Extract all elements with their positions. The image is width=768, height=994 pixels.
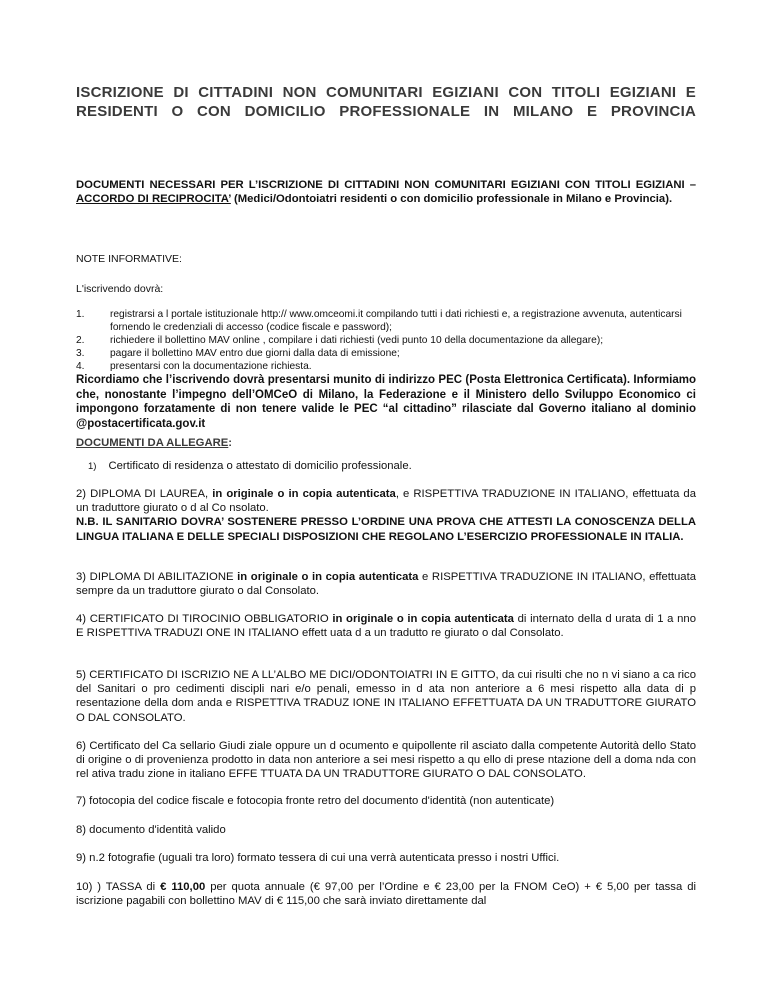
document-item-3 <box>76 570 696 598</box>
document-item-8: 8) documento d'identità valido <box>76 824 226 836</box>
document-item-text: 3) DIPLOMA DI ABILITAZIONE <box>76 571 238 583</box>
document-item-emphasis: in originale o in copia autenticata <box>237 571 419 583</box>
document-item-text: 10) ) TASSA di <box>76 881 161 893</box>
step-text: richiedere il bollettino MAV online , compilare i dati richiesti (vedi punto 10 della documentazione da allegare); <box>110 335 604 346</box>
fee-amount: € 110,00 <box>160 881 206 893</box>
document-item-9: 9) n.2 fotografie (uguali tra loro) formato tessera di cui una verrà autenticata presso i nostri Uffici. <box>76 852 560 864</box>
attachments-heading-colon: : <box>228 437 233 449</box>
list-item <box>76 360 706 373</box>
step-number: 4. <box>76 361 85 372</box>
document-item-emphasis: in originale o in copia autenticata <box>332 613 514 625</box>
attachments-heading <box>76 436 696 450</box>
step-number: 1. <box>76 309 85 320</box>
nb-language-test: N.B. IL SANITARIO DOVRA’ SOSTENERE PRESSO L’ORDINE UNA PROVA CHE ATTESTI LA CONOSCENZA DELLA LINGUA ITALIANA E DELLE SPECIALI DISPOSIZIONI CHE REGOLANO L’ESERCIZIO PROFESSIONALE IN ITALIA. <box>76 516 696 543</box>
document-title <box>76 83 696 121</box>
list-item <box>76 308 706 334</box>
intro-text: L'iscrivendo dovrà: <box>76 283 164 295</box>
document-item-text: e RISPETTIVA TRADUZIONE IN ITALIANO, effettuata sempre da un traduttore giurato o dal Consolato. <box>76 571 697 598</box>
steps-list <box>76 308 706 373</box>
step-number: 3. <box>76 348 85 359</box>
document-item-text: 4) CERTIFICATO DI TIROCINIO OBBLIGATORIO <box>76 613 333 625</box>
document-item-1 <box>76 459 696 474</box>
step-text: presentarsi con la documentazione richiesta. <box>110 361 312 372</box>
required-documents-heading <box>76 178 696 206</box>
reciprocity-agreement-link: ACCORDO DI RECIPROCITA’ <box>76 193 231 205</box>
document-item-7: 7) fotocopia del codice fiscale e fotocopia fronte retro del documento d'identità (non autenticate) <box>76 795 555 807</box>
document-item-text: di internato della d urata di 1 a nno E RISPETTIVA TRADUZI ONE IN ITALIANO effett uata d a un tradutto re giurato o dal Consolato. <box>76 613 696 640</box>
document-item-text: per quota annuale (€ 97,00 per l’Ordine e € 23,00 per la FNOM CeO) + € 5,00 per tassa di iscrizione pagabili con bollettino MAV di € 115,00 che sarà inviato direttamente dal <box>76 881 696 908</box>
title-line-2: RESIDENTI O CON DOMICILIO PROFESSIONALE IN MILANO E PROVINCIA <box>76 103 696 120</box>
title-line-1: ISCRIZIONE DI CITTADINI NON COMUNITARI EGIZIANI CON TITOLI EGIZIANI E <box>76 84 696 101</box>
required-documents-text-b: (Medici/Odontoiatri residenti o con domicilio professionale in Milano e Provincia). <box>230 193 673 205</box>
document-item-5: 5) CERTIFICATO DI ISCRIZIO NE A LL’ALBO ME DICI/ODONTOIATRI IN E GITTO, da cui risulti che no n vi siano a ca rico del Sanitari o pro cedimenti discipli nari e/o penali, emesso in d ata non anteriore a 6 mesi rispetto alla data di p resentazione della dom anda e RISPETTIVA TRADUZ IONE IN ITALIANO EFFETTUATA DA UN TRADUTTORE GIURATO O DAL CONSOLATO. <box>76 669 696 724</box>
document-item-text: , e RISPETTIVA TRADUZIONE IN ITALIANO, effettuata da un traduttore giurato o d al Co nsolato. <box>76 488 696 515</box>
document-item-emphasis: in originale o in copia autenticata <box>212 488 396 500</box>
document-item-2 <box>76 487 696 544</box>
document-item-text: Certificato di residenza o attestato di domicilio professionale. <box>108 460 412 472</box>
document-item-text: 2) DIPLOMA DI LAUREA, <box>76 488 213 500</box>
document-item-10 <box>76 880 696 908</box>
notes-heading: NOTE INFORMATIVE: <box>76 253 182 265</box>
document-item-number: 1) <box>88 461 97 472</box>
document-item-4 <box>76 612 696 640</box>
pec-notice: Ricordiamo che l’iscrivendo dovrà presentarsi munito di indirizzo PEC (Posta Elettronica Certificata). Informiamo che, nonostante l’impegno dell’OMCeO di Milano, la Federazione e il Ministero dello Sviluppo Economico ci impongono forzatamente di non tenere valide le PEC “al cittadino” rilasciate dal Governo italiano al dominio @postacertificata.gov.it <box>76 374 696 430</box>
step-text: registrarsi a l portale istituzionale http:// www.omceomi.it compilando tutti i dati richiesti e, a registrazione avvenuta, autenticarsi fornendo le credenziali di accesso (codice fiscale e password); <box>110 309 682 333</box>
attachments-heading-text: DOCUMENTI DA ALLEGARE <box>76 437 229 449</box>
list-item <box>76 347 706 360</box>
step-text: pagare il bollettino MAV entro due giorni dalla data di emissione; <box>110 348 400 359</box>
required-documents-text-a: DOCUMENTI NECESSARI PER L’ISCRIZIONE DI CITTADINI NON COMUNITARI EGIZIANI CON TITOLI EGIZIANI – <box>76 179 696 191</box>
step-number: 2. <box>76 335 85 346</box>
document-item-6: 6) Certificato del Ca sellario Giudi ziale oppure un d ocumento e quipollente ril asciato dalla competente Autorità dello Stato di origine o di provenienza prodotto in data non anteriore a sei mesi rispetto a qu ello di prese ntazione dell a doma nda con rel ativa tradu zione in italiano EFFE TTUATA DA UN TRADUTTORE GIURATO O DAL CONSOLATO. <box>76 740 696 781</box>
list-item <box>76 334 706 347</box>
